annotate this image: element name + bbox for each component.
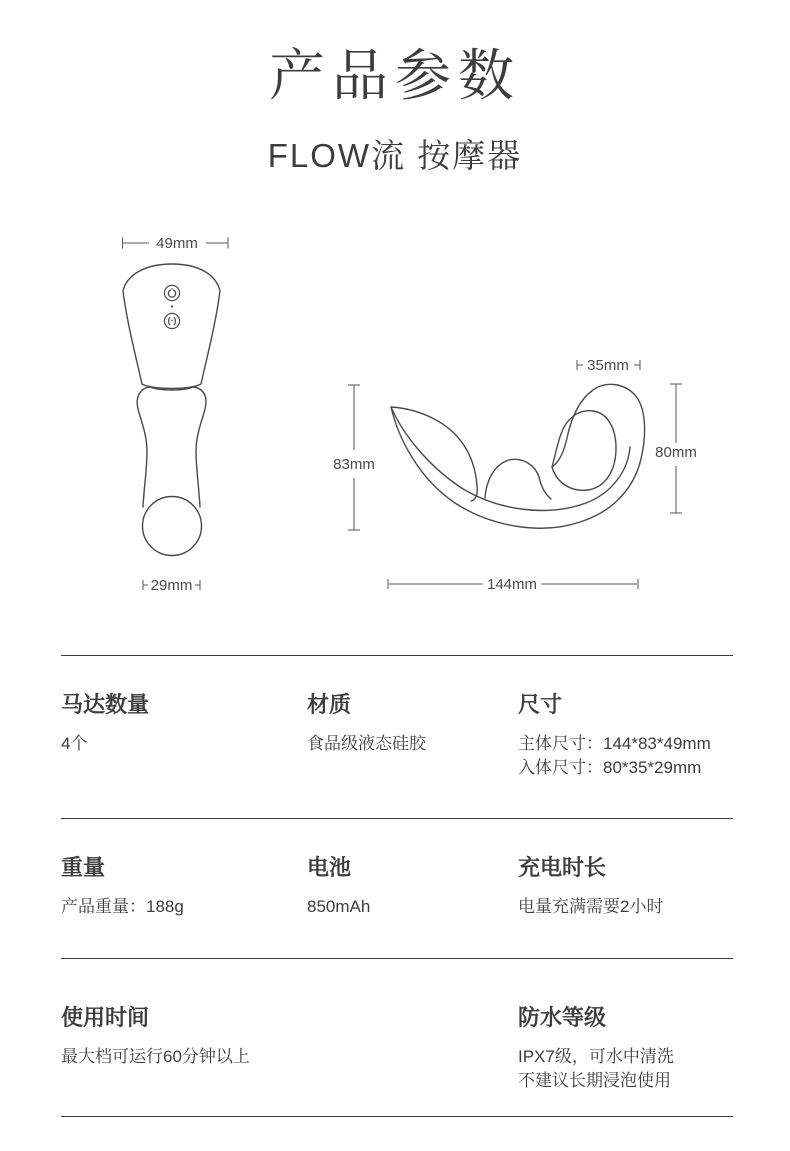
spec-cell-material xyxy=(307,656,518,818)
indicator-dot xyxy=(171,305,173,307)
device-stem-outline xyxy=(137,387,206,507)
spec-row xyxy=(61,958,733,1117)
front-view-drawing xyxy=(123,235,229,594)
spec-cell-battery xyxy=(307,819,518,958)
spec-value: 最大档可运行60分钟以上 xyxy=(61,1047,250,1066)
side-arm-and-nub xyxy=(391,407,551,501)
power-icon xyxy=(164,285,179,300)
dimension-80mm xyxy=(655,384,697,513)
spec-label: 材质 xyxy=(307,692,352,717)
spec-cell-size xyxy=(518,656,733,818)
spec-label: 充电时长 xyxy=(518,855,607,880)
spec-value: 电量充满需要2小时 xyxy=(518,897,664,916)
dimension-80mm-label: 80mm xyxy=(655,444,697,461)
spec-value: 入体尺寸：80*35*29mm xyxy=(518,758,702,777)
spec-cell-run-time xyxy=(61,959,307,1116)
spec-row xyxy=(61,655,733,818)
spec-cell-motor-count xyxy=(61,656,307,818)
spec-value: IPX7级，可水中清洗 xyxy=(518,1047,674,1066)
dimension-83mm xyxy=(333,385,375,530)
spec-label: 电池 xyxy=(307,855,352,880)
dimension-49mm xyxy=(123,235,229,252)
side-outer-outline xyxy=(391,384,645,528)
side-hook-loop xyxy=(552,411,616,491)
mode-icon xyxy=(164,313,179,328)
spec-label: 防水等级 xyxy=(518,1005,607,1030)
dimension-29mm xyxy=(143,577,200,594)
spec-value: 食品级液态硅胶 xyxy=(307,734,426,753)
dimension-83mm-label: 83mm xyxy=(333,456,375,473)
spec-cell-charge-time xyxy=(518,819,733,958)
spec-table xyxy=(61,655,733,1117)
spec-label: 尺寸 xyxy=(518,692,563,717)
spec-value: 产品重量：188g xyxy=(61,897,184,916)
spec-value: 不建议长期浸泡使用 xyxy=(518,1071,671,1090)
product-name: FLOW流 按摩器 xyxy=(267,137,523,174)
spec-value: 主体尺寸：144*83*49mm xyxy=(518,734,711,753)
spec-cell-empty xyxy=(307,959,518,1116)
dimension-144mm-label: 144mm xyxy=(486,576,538,593)
dimension-49mm-label: 49mm xyxy=(156,235,198,252)
dimension-29mm-label: 29mm xyxy=(150,577,193,594)
dimension-144mm xyxy=(388,576,638,593)
spec-value: 4个 xyxy=(61,734,88,753)
spec-label: 使用时间 xyxy=(61,1005,150,1030)
spec-cell-waterproof xyxy=(518,959,733,1116)
device-head-outline xyxy=(123,264,220,389)
spec-label: 马达数量 xyxy=(61,692,150,717)
spec-value: 850mAh xyxy=(307,897,371,916)
spec-cell-weight xyxy=(61,819,307,958)
dimension-35mm xyxy=(577,357,640,374)
spec-label: 重量 xyxy=(61,855,106,880)
side-view-drawing xyxy=(333,357,697,593)
dimension-35mm-label: 35mm xyxy=(587,357,629,374)
page-title: 产品参数 xyxy=(269,44,521,107)
device-tip-outline xyxy=(143,497,202,556)
spec-row xyxy=(61,818,733,958)
